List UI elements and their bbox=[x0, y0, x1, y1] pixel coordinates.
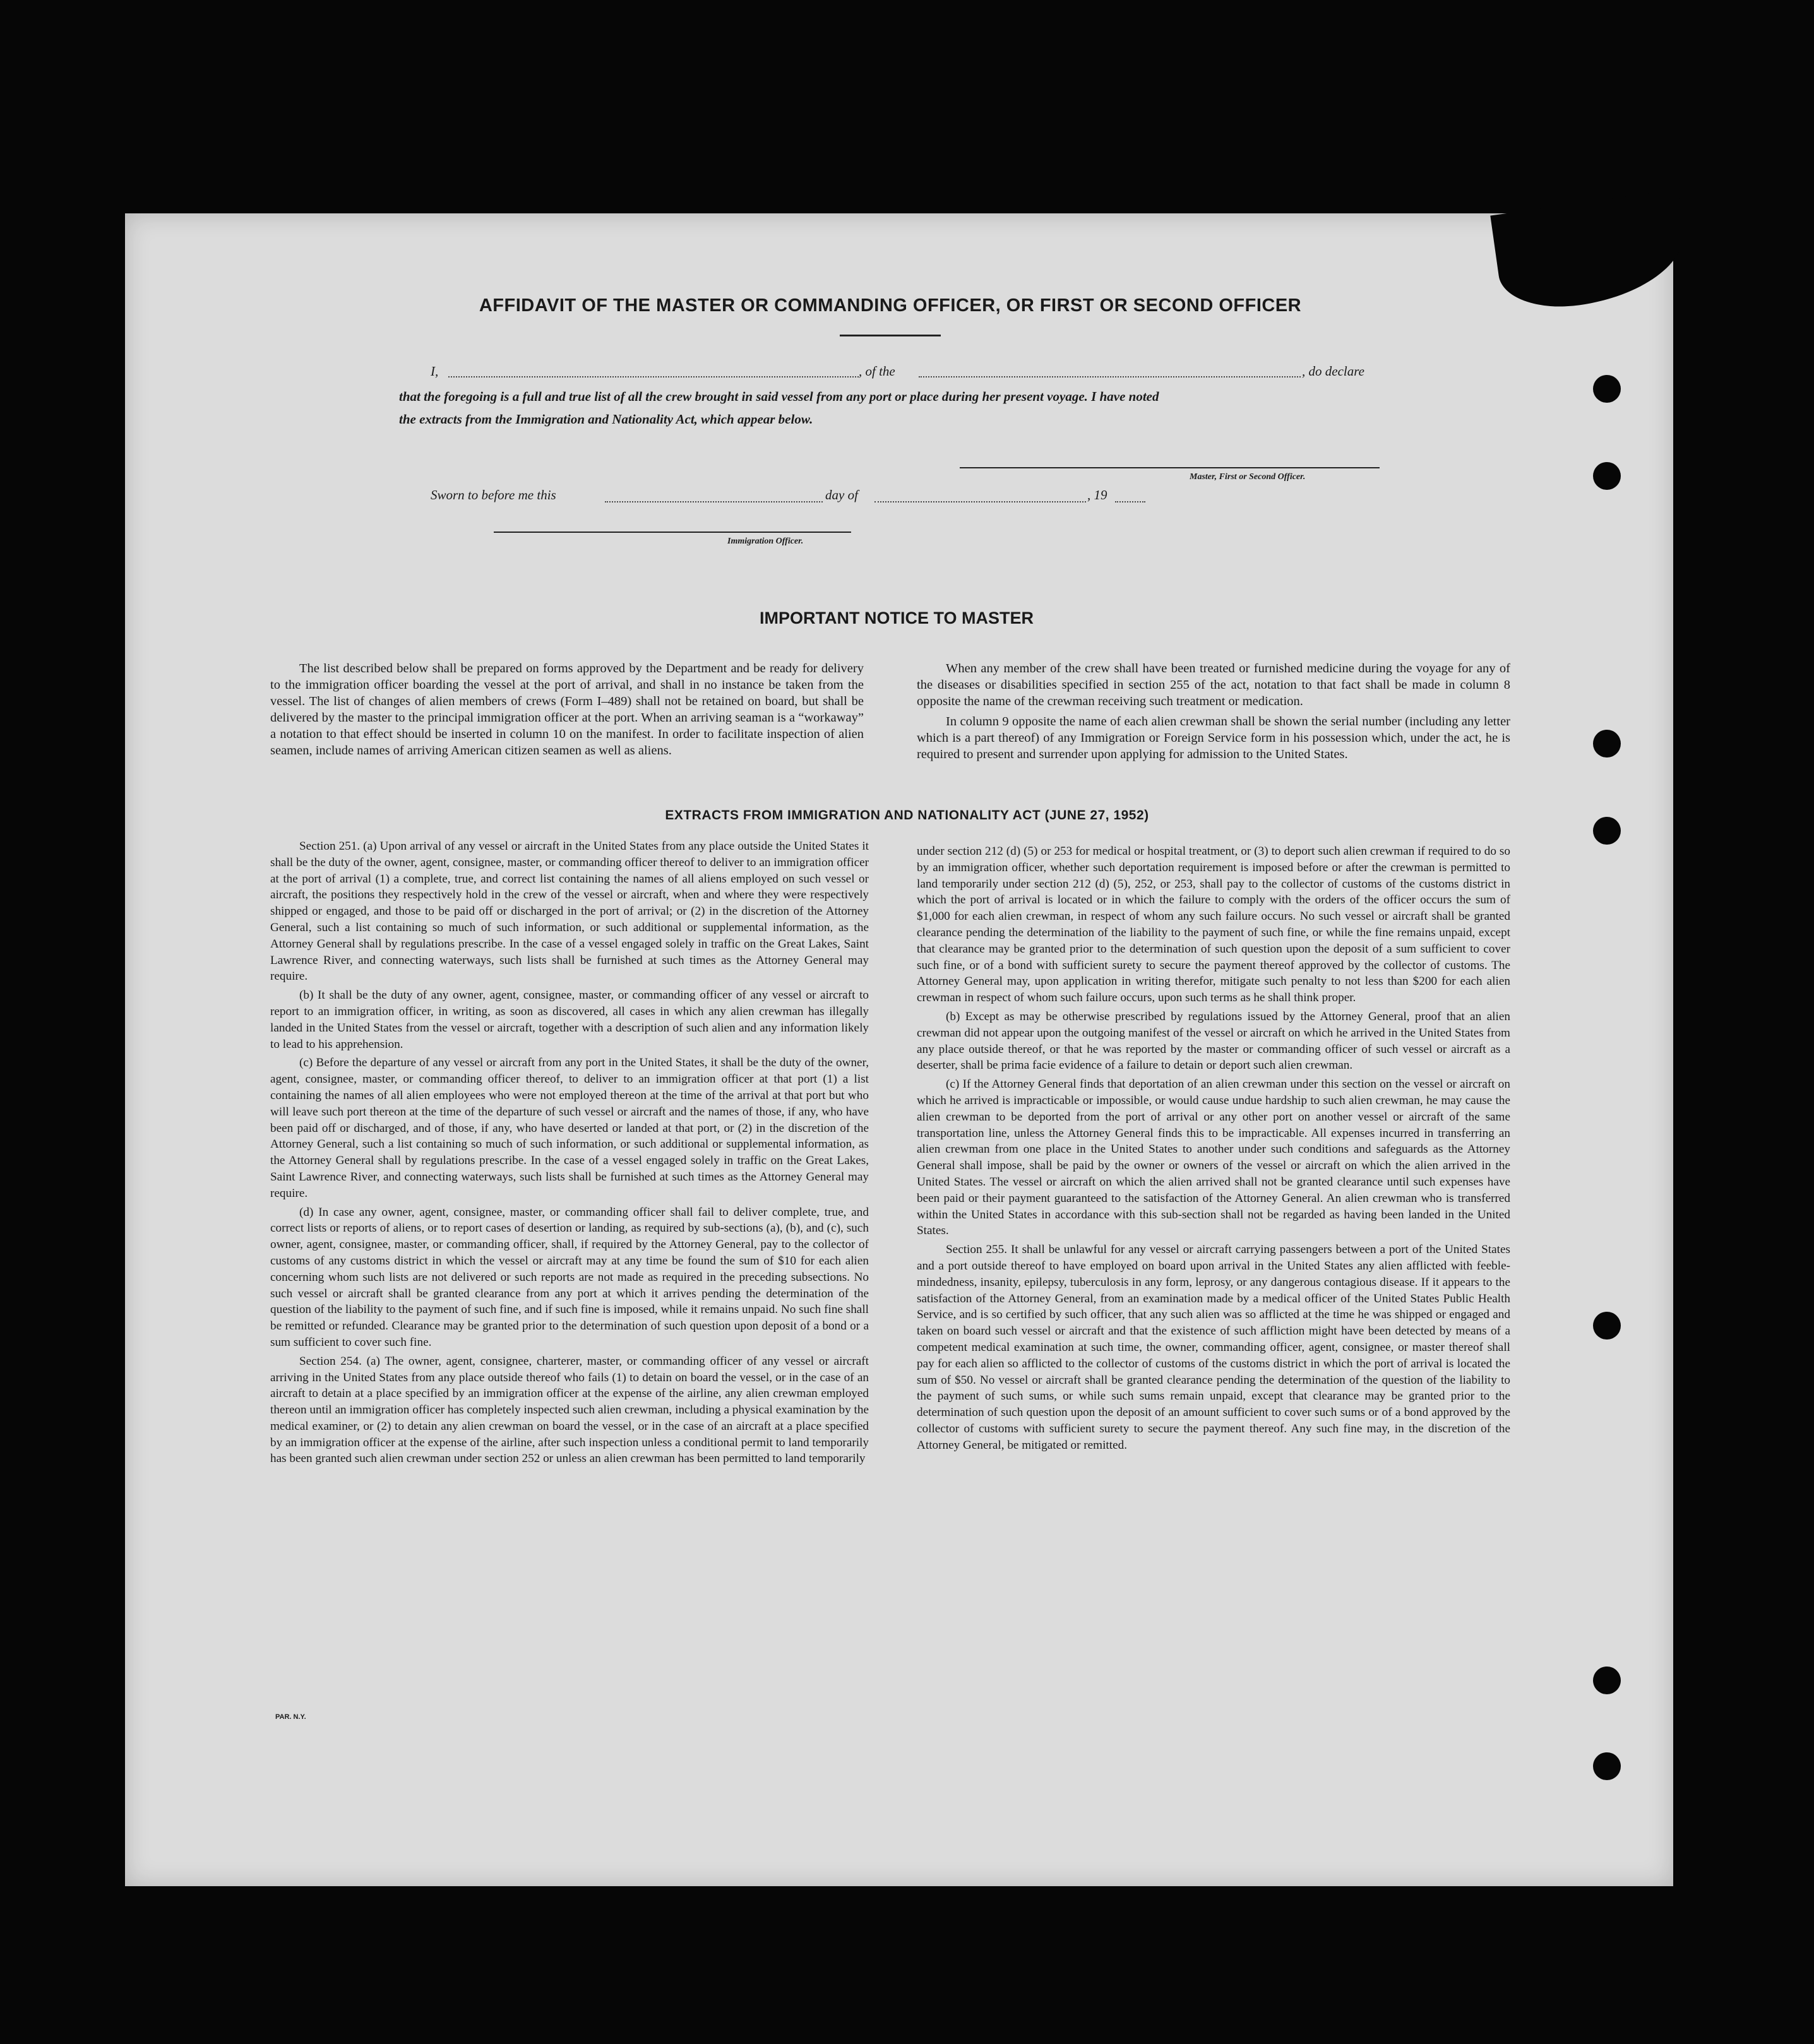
vessel-blank bbox=[919, 376, 1301, 377]
affidavit-i: I, bbox=[431, 364, 439, 379]
title-rule bbox=[840, 335, 941, 336]
section-251-a: Section 251. (a) Upon arrival of any vessel or aircraft in the United States from any place outside the United States it shall be the duty of the owner, agent, consignee, master, or commanding officer thereof to deliver to an immigration officer at the port of arrival (1) a complete, true, and correct list containing the names of all aliens employed on such vessel or aircraft, the positions they respectively hold in the crew of the vessel or aircraft, when and where they were respectively shipped or engaged, and those to be paid off or discharged in the port of arrival; or (2) in the discretion of the Attorney General, such a list containing so much of such information, or such additional or supplemental information, as the Attorney General shall by regulations prescribe. In the case of a vessel engaged solely in traffic on the Great Lakes, Saint Lawrence River, and connecting waterways, such lists shall be furnished at such times as the Attorney General may require. bbox=[270, 840, 869, 983]
notice-paragraph: When any member of the crew shall have been treated or furnished medicine during the voyage for any of the diseases or disabilities specified in section 255 of the act, notation to that fact shall be made in column 8 opposite the name of the crewman receiving such treatment or medication. bbox=[917, 662, 1510, 708]
day-of-label: day of bbox=[825, 487, 858, 502]
extracts-right-column bbox=[917, 843, 1510, 1456]
sworn-month-blank bbox=[874, 501, 1086, 502]
extracts-left-column bbox=[270, 838, 869, 1470]
affidavit-statement-2: the extracts from the Immigration and Nationality Act, which appear below. bbox=[399, 412, 813, 427]
section-254-b: (b) Except as may be otherwise prescribed by regulations issued by the Attorney General, proof that an alien crewman did not appear upon the outgoing manifest of the vessel or aircraft on which he arrived in the United States from any place outside thereof, or that he was reported by the master or commanding officer of such vessel or aircraft as a deserter, shall be prima facie evidence of a failure to detain or deport such alien crewman. bbox=[917, 1009, 1510, 1073]
punch-hole bbox=[1593, 1312, 1621, 1340]
affidavit-declare: , do declare bbox=[1302, 364, 1364, 379]
punch-hole bbox=[1593, 730, 1621, 758]
section-251-b: (b) It shall be the duty of any owner, agent, consignee, master, or commanding officer of any vessel or aircraft to report to an immigration officer, in writing, as soon as discovered, all cases in which any alien crewman has illegally landed in the United States from the vessel or aircraft, together with a description of such alien and any information likely to lead to his apprehension. bbox=[270, 989, 869, 1051]
section-255: Section 255. It shall be unlawful for any vessel or aircraft carrying passengers between a port of the United States and a port outside thereof to have employed on board upon arrival in the United States any alien afflicted with feeble-mindedness, insanity, epilepsy, tuberculosis in any form, leprosy, or any dangerous contagious disease. If it appears to the satisfaction of the Attorney General, from an examination made by a medical officer of the United States Public Health Service, and is so certified by such officer, that any such alien was so afflicted at the time he was shipped or engaged and taken on board such vessel or aircraft and that the existence of such affliction might have been detected by means of a competent medical examination at such time, the owner, commanding officer, agent, consignee, or master thereof shall pay for each alien so afflicted to the collector of customs of the customs district in which the port of arrival is located the sum of $50. No vessel or aircraft shall be granted clearance pending the determination of the question of the liability to the payment of such sums, or while such sums remain unpaid, except that clearance may be granted prior to the determination of such question upon the deposit of an amount sufficient to cover such sums or of a bond approved by the collector of customs with sufficient surety to secure the payment thereof. Any such fine may, in the discretion of the Attorney General, be mitigated or remitted. bbox=[917, 1243, 1510, 1452]
name-blank bbox=[448, 376, 859, 377]
section-254-a-cont: under section 212 (d) (5) or 253 for medical or hospital treatment, or (3) to deport such alien crewman if required to do so by an immigration officer, whether such deportation requirement is imposed before or after the crewman is permitted to land temporarily under section 212 (d) (5), 252, or 253, shall pay to the collector of customs of the customs district in which the port of arrival is located or in which the failure to comply with the orders of the officer occurs the sum of $1,000 for each alien crewman, in respect of whom any such failure occurs. No such vessel or aircraft shall be granted clearance pending the determination of the liability to the payment of such fine, or while the fine remains unpaid, except that clearance may be granted prior to the determination of such question upon the deposit of a sum sufficient to cover such fine, or of a bond with sufficient surety to secure the payment thereof approved by the collector of customs. The Attorney General may, upon application in writing therefor, mitigate such penalty to not less than $200 for each alien crewman in respect of whom such failure occurs, upon such terms as he shall think proper. bbox=[917, 845, 1510, 1005]
notice-paragraph: In column 9 opposite the name of each alien crewman shall be shown the serial number (including any letter which is a part thereof) of any Immigration or Foreign Service form in his possession which, under the act, he is required to present and surrender upon applying for admission to the United States. bbox=[917, 715, 1510, 761]
sworn-day-blank bbox=[605, 501, 823, 502]
sworn-label: Sworn to before me this bbox=[431, 487, 556, 502]
notice-paragraph: The list described below shall be prepared on forms approved by the Department and be ready for delivery to the immigration officer boarding the vessel at the port of arrival, and shall in no instance be taken from the vessel. The list of changes of alien members of crews (Form I–489) shall not be retained on board, but shall be delivered by the master to the principal immigration officer at the port. When an arriving seaman is a “workaway” a notation to that effect should be inserted in column 10 on the manifest. In order to facilitate inspection of alien seamen, include names of arriving American citizen seamen as well as aliens. bbox=[270, 662, 864, 758]
section-251-d: (d) In case any owner, agent, consignee, master, or commanding officer shall fail to deliver complete, true, and correct lists or reports of aliens, or to report cases of desertion or landing, as required by sub-sections (a), (b), and (c), such owner, agent, consignee, master, or commanding officer, shall, if required by the Attorney General, pay to the collector of customs of any customs district in which the vessel or aircraft may at any time be found the sum of $10 for each alien concerning whom such lists are not delivered or such reports are not made as required in the preceding subsections. No such vessel or aircraft shall be granted clearance from any port at which it arrives pending the determination of the question of the liability to the payment of such fine, and if such fine is imposed, while it remains unpaid. No such fine shall be remitted or refunded. Clearance may be granted prior to the determination of such question upon deposit of a bond or a sum sufficient to cover such fine. bbox=[270, 1205, 869, 1349]
printer-imprint: PAR. N.Y. bbox=[275, 1713, 306, 1721]
section-254-c: (c) If the Attorney General finds that deportation of an alien crewman under this section on the vessel or aircraft on which he arrived is impracticable or impossible, or would cause undue hardship to such alien crewman, he may cause the alien crewman to be deported from the port of arrival or any other port on another vessel or aircraft of the same transportation line, unless the Attorney General finds this to be impracticable. All expenses incurred in transferring an alien crewman from one place in the United States to another under such conditions and safeguards as the Attorney General shall impose, shall be paid by the owner or owners of the vessel or aircraft on which the alien arrived in the United States. The vessel or aircraft on which the alien arrived shall not be granted clearance until such expenses have been paid or their payment guaranteed to the satisfaction of the Attorney General. An alien crewman who is transferred within the United States in accordance with this sub-section shall not be regarded as having been landed in the United States. bbox=[917, 1078, 1510, 1238]
punch-hole bbox=[1593, 1752, 1621, 1780]
year-label: , 19 bbox=[1087, 487, 1107, 502]
affidavit-statement: that the foregoing is a full and true list of all the crew brought in said vessel from any port or place during her present voyage. I have noted bbox=[399, 389, 1159, 404]
affidavit-of-the: , of the bbox=[859, 364, 895, 379]
section-254-a: Section 254. (a) The owner, agent, consignee, charterer, master, or commanding officer of any vessel or aircraft arriving in the United States from any place outside thereof who fails (1) to detain on board the vessel, or in the case of an aircraft to detain at a place specified by an immigration officer at the expense of the airline, any alien crewman employed thereon until an immigration officer has completely inspected such alien crewman, including a physical examination by the medical examiner, or (2) to detain any alien crewman on board the vessel, or in the case of an aircraft at a place specified by an immigration officer at the expense of the airline, after such inspection unless a conditional permit to land temporarily has been granted such alien crewman under section 252 or unless an alien crewman has been permitted to land temporarily bbox=[270, 1354, 869, 1466]
punch-hole bbox=[1593, 462, 1621, 490]
master-signature-label: Master, First or Second Officer. bbox=[1190, 472, 1306, 482]
extracts-title: EXTRACTS FROM IMMIGRATION AND NATIONALITY ACT (JUNE 27, 1952) bbox=[665, 808, 1149, 823]
punch-hole bbox=[1593, 375, 1621, 403]
affidavit-title: AFFIDAVIT OF THE MASTER OR COMMANDING OFFICER, OR FIRST OR SECOND OFFICER bbox=[479, 295, 1302, 316]
officer-signature-line bbox=[494, 532, 851, 533]
master-signature-line bbox=[960, 467, 1380, 468]
notice-left-column bbox=[270, 660, 864, 763]
notice-right-column bbox=[917, 660, 1510, 766]
officer-signature-label: Immigration Officer. bbox=[727, 537, 804, 546]
notice-title: IMPORTANT NOTICE TO MASTER bbox=[760, 609, 1034, 627]
section-251-c: (c) Before the departure of any vessel or aircraft from any port in the United States, it shall be the duty of the owner, agent, consignee, master, or commanding officer thereof, to deliver to an immigration officer at that port (1) a list containing the names of all alien employees who were not employed thereon at the time of the arrival at that port but who will leave such port thereon at the time of the departure of such vessel or aircraft and the names of those, if any, who have been paid off or discharged, and of those, if any, who have deserted or landed at that port, or (2) in the discretion of the Attorney General, such a list containing so much of such information, or such additional or supplemental information, as the Attorney General shall by regulations prescribe. In the case of a vessel engaged solely in traffic on the Great Lakes, Saint Lawrence River, and connecting waterways, such lists shall be furnished at such times as the Attorney General may require. bbox=[270, 1056, 869, 1200]
punch-hole bbox=[1593, 1667, 1621, 1694]
sworn-year-blank bbox=[1115, 501, 1145, 502]
